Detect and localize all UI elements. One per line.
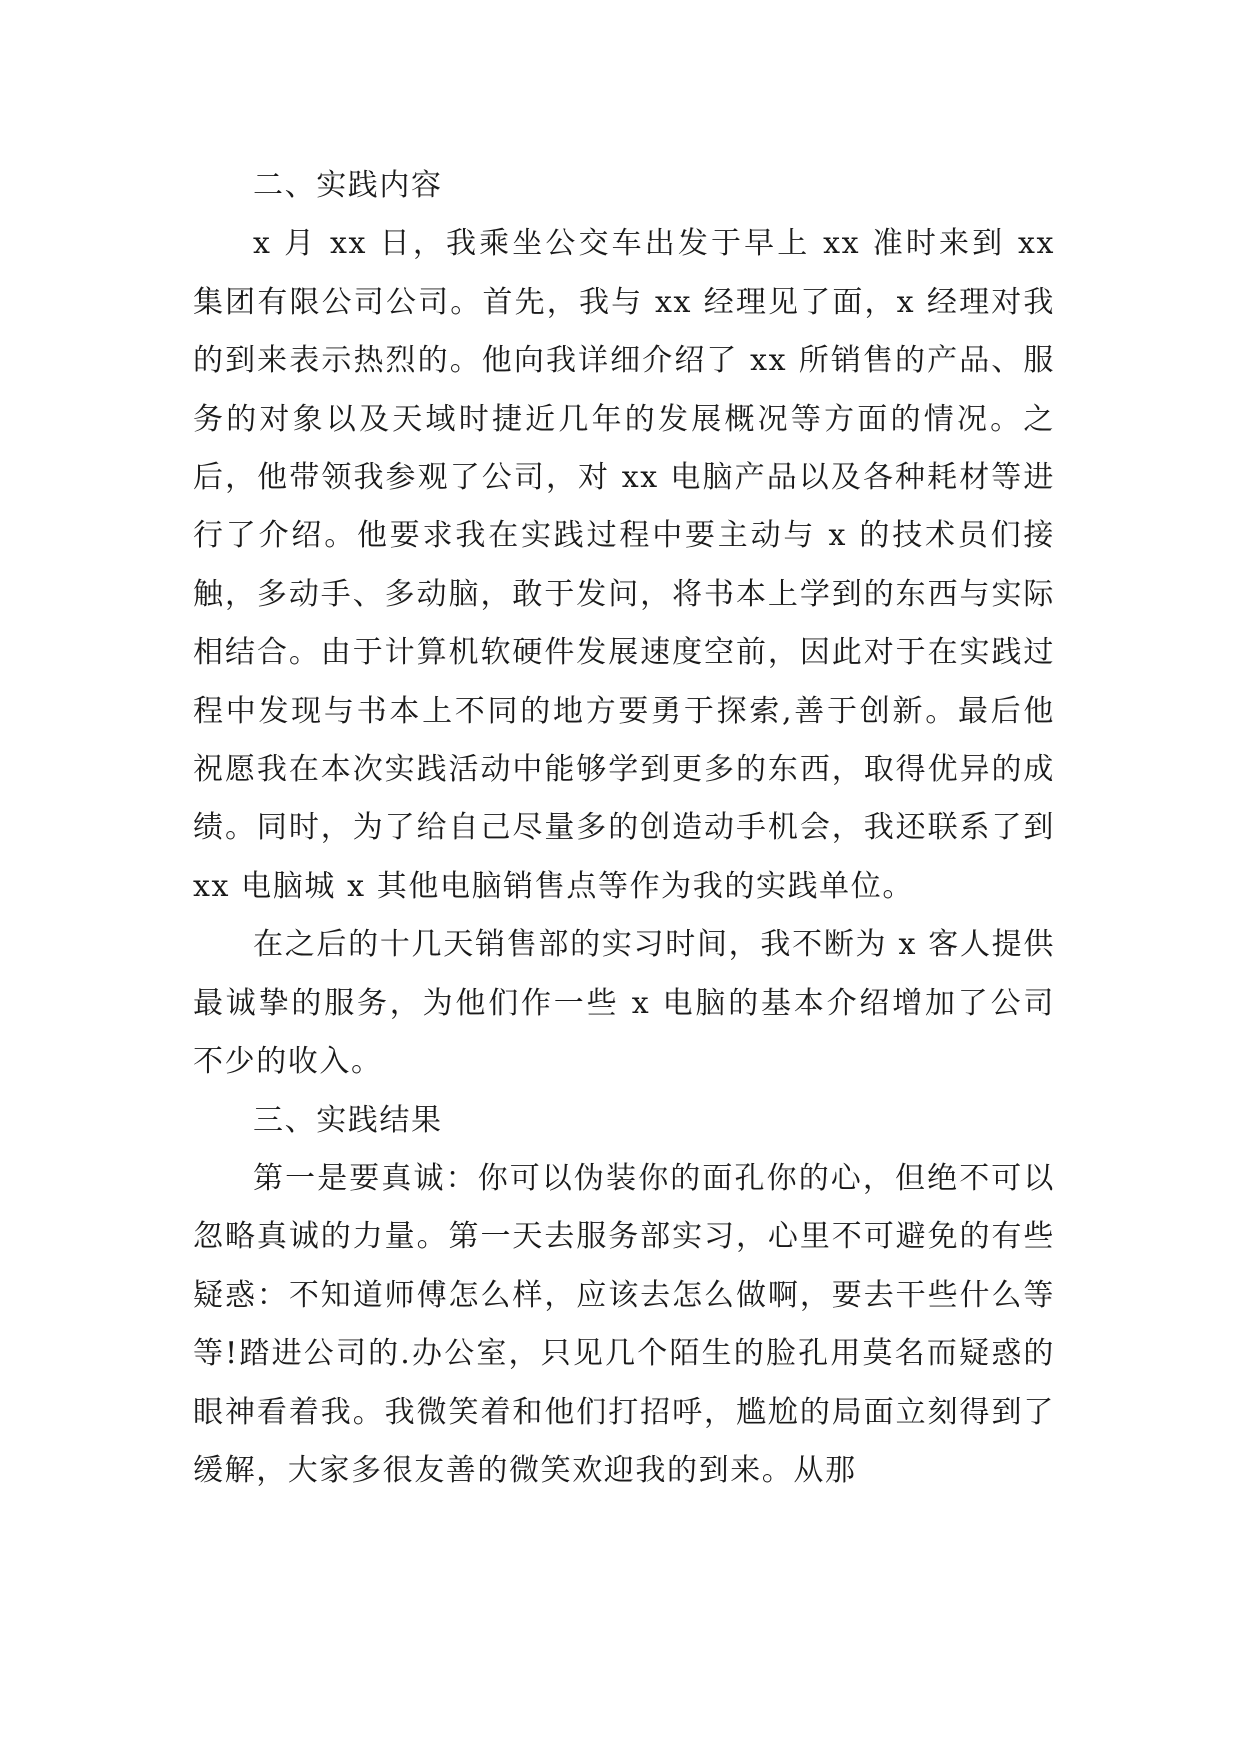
paragraph-sales-internship: 在之后的十几天销售部的实习时间，我不断为 x 客人提供最诚挚的服务，为他们作一些 x 电脑的基本介绍增加了公司不少的收入。 <box>193 927 1055 1080</box>
paragraph-first-day: x 月 xx 日，我乘坐公交车出发于早上 xx 准时来到 xx 集团有限公司公司。首先，我与 xx 经理见了面，x 经理对我的到来表示热烈的。他向我详细介绍了 xx 所销售的产品、服务的对象以及天域时捷近几年的发展概况等方面的情况。之后，他带领我参观了公司，对 xx 电脑产品以及各种耗材等进行了介绍。他要求我在实践过程中要主动与 x 的技术员们接触，多动手、多动脑，敢于发问，将书本上学到的东西与实际相结合。由于计算机软硬件发展速度空前，因此对于在实践过程中发现与书本上不同的地方要勇于探索,善于创新。最后他祝愿我在本次实践活动中能够学到更多的东西，取得优异的成绩。同时，为了给自己尽量多的创造动手机会，我还联系了到 xx 电脑城 x 其他电脑销售点等作为我的实践单位。 <box>193 226 1055 904</box>
section-heading-practice-results: 三、实践结果 <box>253 1102 443 1138</box>
paragraph-sincerity: 第一是要真诚：你可以伪装你的面孔你的心，但绝不可以忽略真诚的力量。第一天去服务部实习，心里不可避免的有些疑惑：不知道师傅怎么样，应该去怎么做啊，要去干些什么等等!踏进公司的.办公室，只见几个陌生的脸孔用莫名而疑惑的眼神看着我。我微笑着和他们打招呼，尴尬的局面立刻得到了缓解，大家多很友善的微笑欢迎我的到来。从那 <box>193 1160 1055 1488</box>
document-page <box>193 157 1055 1500</box>
section-heading-practice-content: 二、实践内容 <box>253 168 443 203</box>
